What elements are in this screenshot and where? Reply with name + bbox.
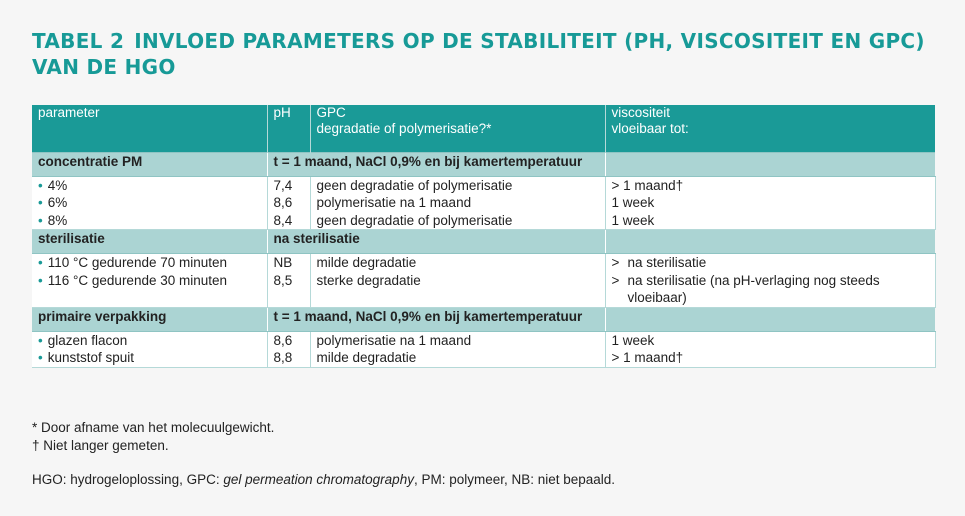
list-item: • glazen flacon — [38, 332, 128, 348]
header-viscosity-line1: viscositeit — [611, 105, 671, 120]
ph-cell — [267, 331, 310, 367]
section-title: concentratie PM — [32, 152, 267, 176]
bullet-icon: • — [38, 272, 43, 288]
header-viscosity — [605, 105, 935, 152]
viscosity-value: > 1 maand† — [611, 350, 684, 365]
viscosity-value: 1 week — [611, 332, 655, 348]
list-item: • 110 °C gedurende 70 minuten — [38, 255, 228, 270]
footnotes — [32, 419, 615, 489]
gpc-value: milde degradatie — [316, 350, 417, 365]
gpc-value: milde degradatie — [316, 255, 417, 270]
header-parameter: parameter — [32, 105, 267, 152]
gpc-value: sterke degradatie — [316, 272, 421, 288]
section-title: sterilisatie — [32, 230, 267, 254]
gpc-value: geen degradatie of polymerisatie — [316, 177, 513, 193]
ph-value: NB — [273, 255, 293, 270]
viscosity-value: 1 week — [611, 212, 655, 228]
section-condition: t = 1 maand, NaCl 0,9% en bij kamertemperatuur — [267, 152, 605, 176]
data-row-concentration — [32, 176, 935, 230]
bullet-icon: • — [38, 255, 43, 270]
viscosity-value: > 1 maand† — [611, 177, 684, 193]
param-cell — [32, 176, 267, 230]
gpc-cell — [310, 331, 605, 367]
bullet-icon: • — [38, 195, 43, 210]
bullet-icon: • — [38, 332, 43, 348]
list-item: • 6% — [38, 195, 68, 210]
gpc-value: geen degradatie of polymerisatie — [316, 212, 513, 228]
arrow-icon: > — [611, 272, 620, 288]
section-condition: na sterilisatie — [267, 230, 605, 254]
viscosity-value: 1 week — [611, 195, 655, 210]
header-ph: pH — [267, 105, 310, 152]
data-row-packaging — [32, 331, 935, 367]
header-gpc-line2: degradatie of polymerisatie?* — [316, 121, 492, 136]
table-title — [32, 28, 932, 80]
table-caption: INVLOED PARAMETERS OP DE STABILITEIT (PH, VISCOSITEIT EN GPC) VAN DE HGO — [32, 29, 925, 79]
ph-value: 8,5 — [273, 272, 293, 288]
gpc-cell — [310, 176, 605, 230]
section-empty — [605, 230, 935, 254]
section-condition: t = 1 maand, NaCl 0,9% en bij kamertemperatuur — [267, 307, 605, 331]
bullet-icon: • — [38, 212, 43, 228]
list-item: • 4% — [38, 177, 68, 193]
header-viscosity-line2: vloeibaar tot: — [611, 121, 689, 136]
ph-cell — [267, 176, 310, 230]
header-gpc — [310, 105, 605, 152]
param-cell — [32, 331, 267, 367]
list-item: • 116 °C gedurende 30 minuten — [38, 272, 228, 288]
gpc-cell — [310, 254, 605, 308]
section-title: primaire verpakking — [32, 307, 267, 331]
viscosity-cell — [605, 254, 935, 308]
viscosity-cell — [605, 176, 935, 230]
param-cell — [32, 254, 267, 308]
ph-value: 8,6 — [273, 195, 293, 210]
gpc-value: polymerisatie na 1 maand — [316, 332, 472, 348]
section-empty — [605, 152, 935, 176]
ph-value: 8,4 — [273, 212, 293, 228]
list-item: • 8% — [38, 212, 68, 228]
viscosity-value: > na sterilisatie — [611, 255, 707, 270]
gpc-value: polymerisatie na 1 maand — [316, 195, 472, 210]
stability-table — [32, 105, 936, 368]
list-item: • kunststof spuit — [38, 350, 135, 365]
section-row-packaging — [32, 307, 935, 331]
header-gpc-line1: GPC — [316, 105, 346, 120]
viscosity-value: > na sterilisatie (na pH-verlaging nog steeds vloeibaar) — [611, 272, 880, 305]
abbreviations: HGO: hydrogeloplossing, GPC: gel permeation chromatography, PM: polymeer, NB: niet bepaald. — [32, 472, 616, 487]
section-row-sterilization — [32, 230, 935, 254]
ph-value: 8,6 — [273, 332, 293, 348]
viscosity-cell — [605, 331, 935, 367]
data-row-sterilization — [32, 254, 935, 308]
ph-value: 7,4 — [273, 177, 293, 193]
bullet-icon: • — [38, 177, 43, 193]
arrow-icon: > — [611, 255, 620, 270]
footnote-dagger: † Niet langer gemeten. — [32, 438, 169, 453]
section-empty — [605, 307, 935, 331]
ph-value: 8,8 — [273, 350, 293, 365]
bullet-icon: • — [38, 350, 43, 365]
table-header-row — [32, 105, 935, 152]
abbreviation-italic: gel permeation chromatography — [223, 472, 414, 487]
section-row-concentration — [32, 152, 935, 176]
table-number: TABEL 2 — [32, 29, 125, 53]
ph-cell — [267, 254, 310, 308]
footnote-asterisk: * Door afname van het molecuulgewicht. — [32, 420, 275, 435]
